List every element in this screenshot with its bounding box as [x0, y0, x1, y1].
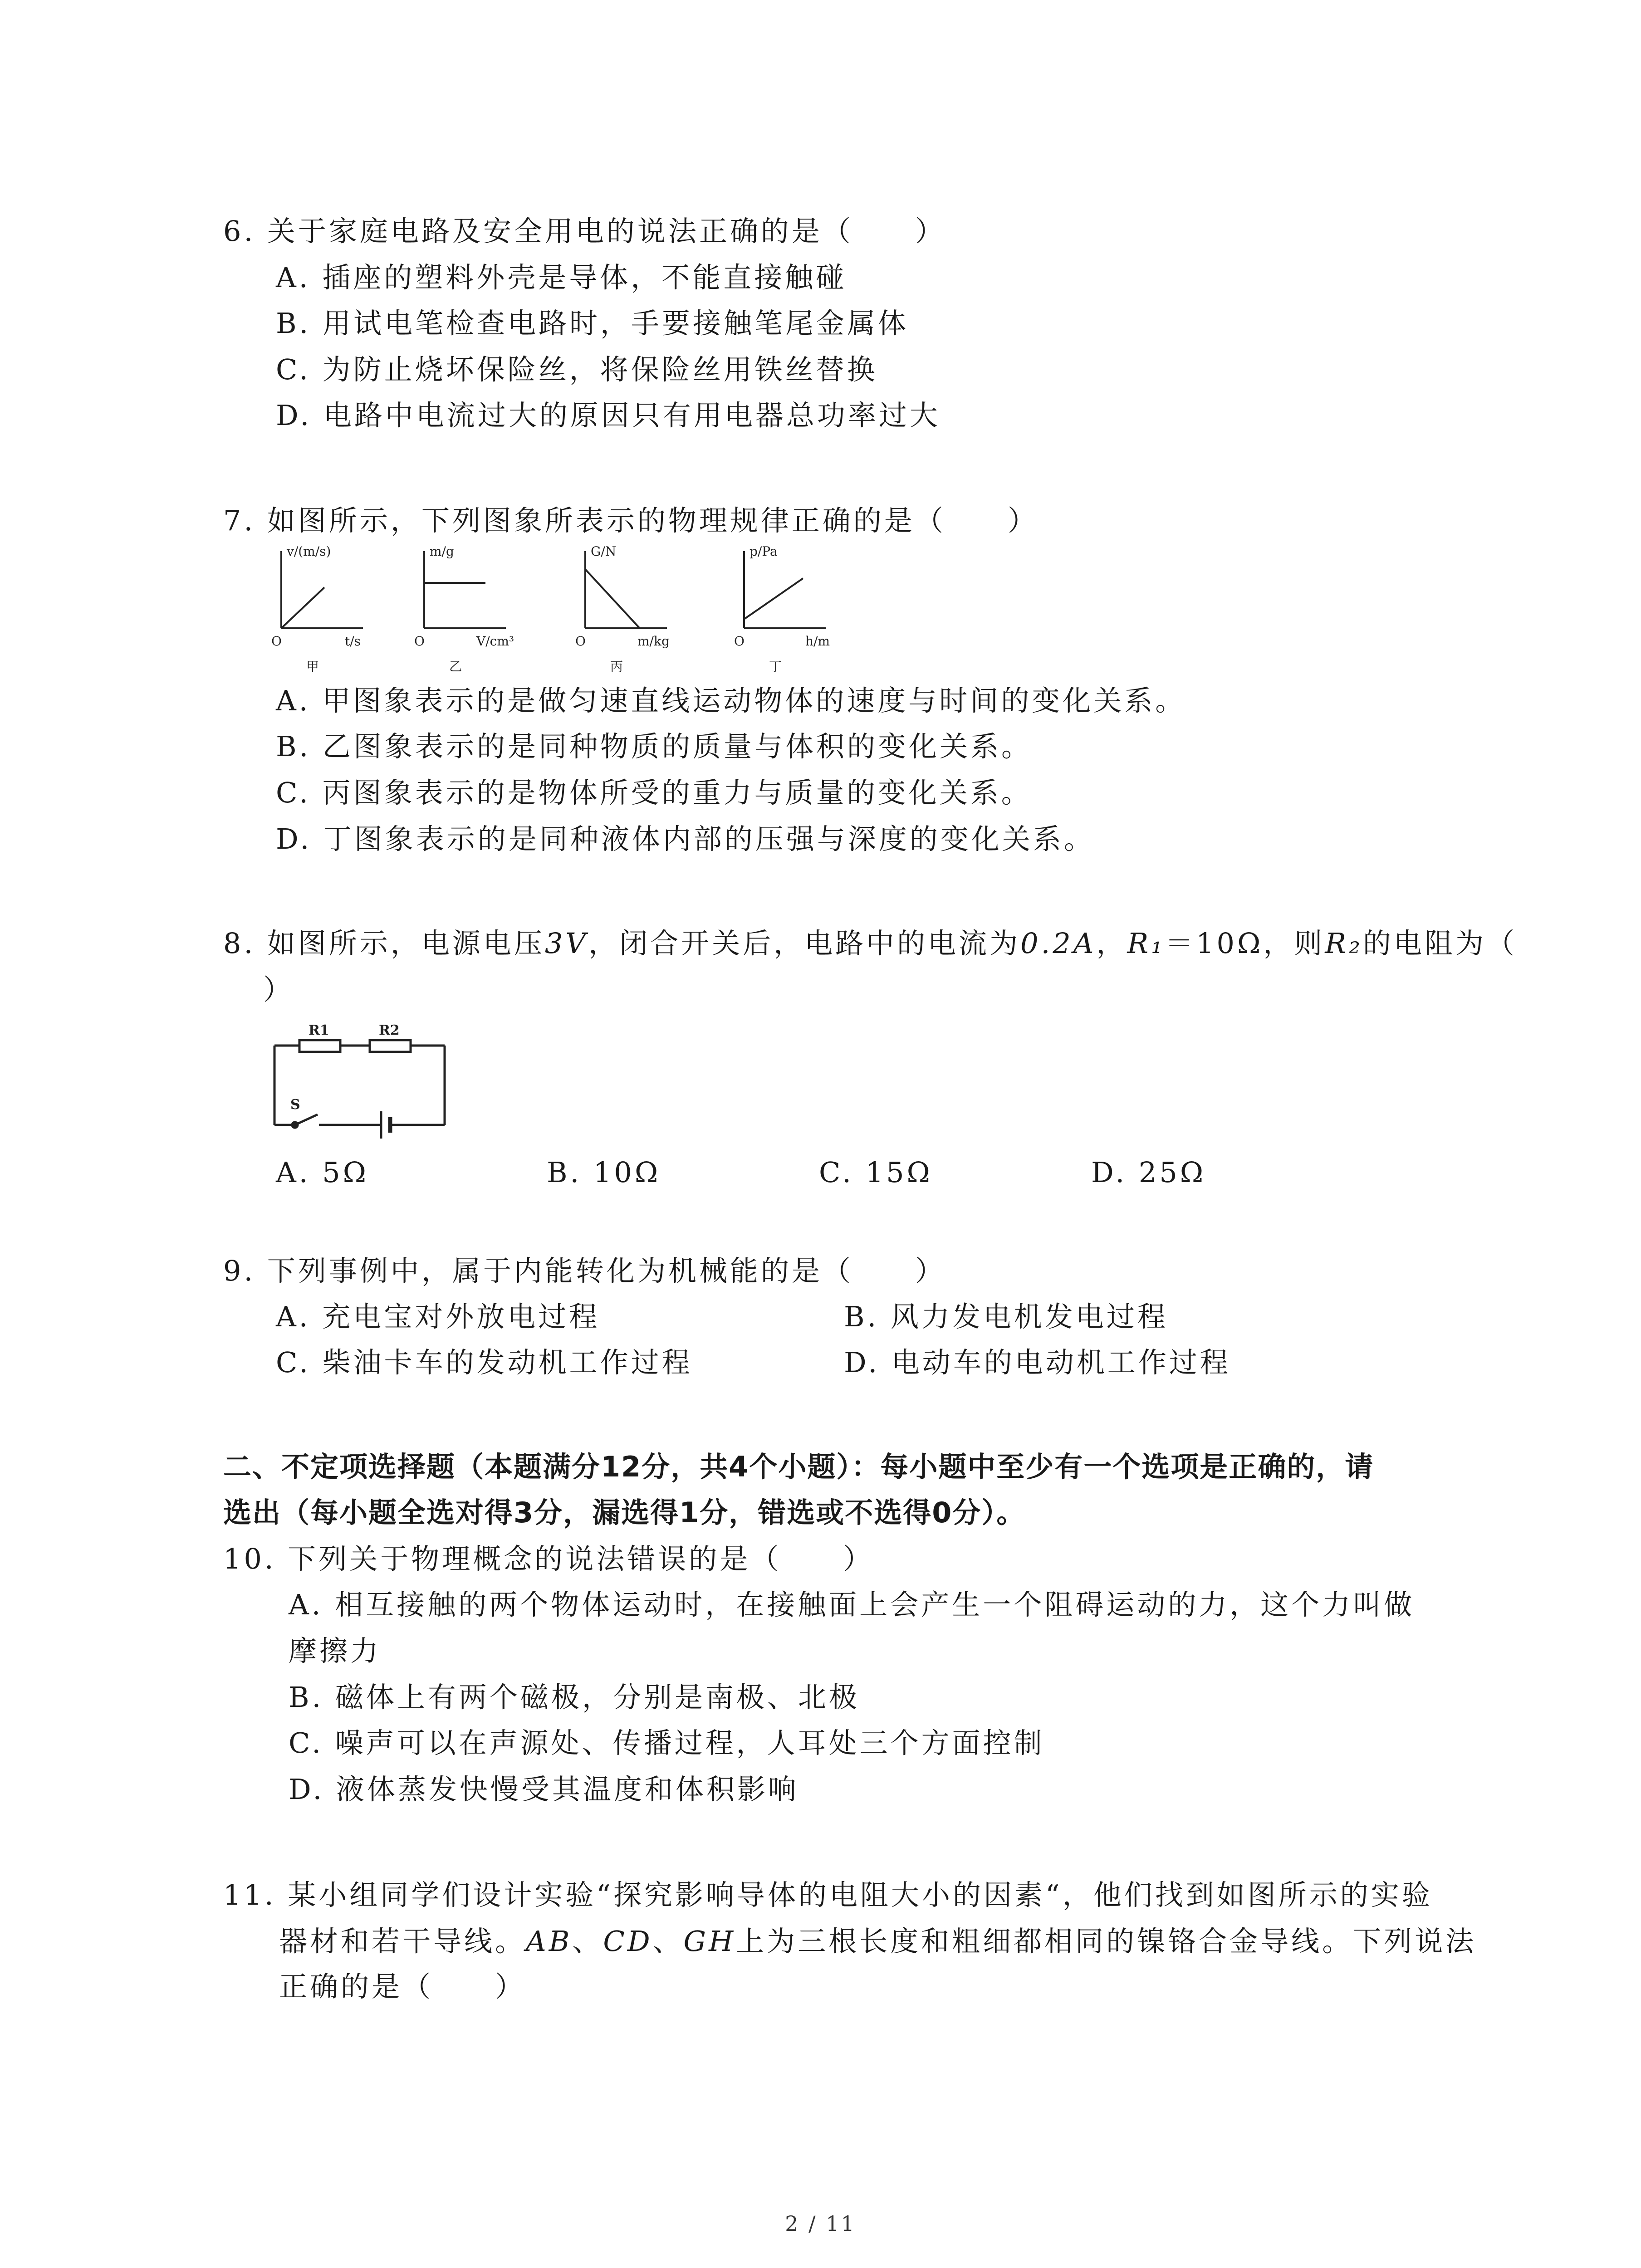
- q10-option-a-line1: A. 相互接触的两个物体运动时，在接触面上会产生一个阻碍运动的力，这个力叫做: [289, 1588, 1415, 1621]
- q11-sep2: 、: [652, 1925, 684, 1958]
- graph-yi-origin: O: [414, 634, 425, 649]
- graph-yi-caption: 乙: [449, 659, 462, 674]
- q11-line2-part-b: 上为三根长度和粗细都相同的镍铬合金导线。下列说法: [736, 1925, 1477, 1958]
- q6-option-c: C. 为防止烧坏保险丝，将保险丝用铁丝替换: [276, 353, 878, 386]
- q8-option-a: A. 5Ω: [276, 1156, 369, 1189]
- resistor-r2-symbol: [370, 1040, 411, 1052]
- q10-option-b: B. 磁体上有两个磁极，分别是南极、北极: [289, 1681, 860, 1714]
- q8-voltage: 3V: [544, 927, 589, 960]
- graph-yi-ylabel: m/g: [430, 544, 454, 559]
- q8-r1-value: ＝10Ω: [1165, 927, 1264, 960]
- q8-stem-part-c: ，: [1096, 927, 1127, 960]
- q8-stem-part-e: 的电阻为（: [1362, 927, 1517, 960]
- q10-stem: 10. 下列关于物理概念的说法错误的是（ ）: [223, 1542, 874, 1575]
- q9-option-b: B. 风力发电机发电过程: [844, 1300, 1168, 1333]
- q8-circuit-diagram: [265, 1018, 456, 1145]
- q6-option-d: D. 电路中电流过大的原因只有用电器总功率过大: [276, 399, 941, 432]
- q8-option-d: D. 25Ω: [1091, 1156, 1206, 1189]
- q9-option-c: C. 柴油卡车的发动机工作过程: [276, 1346, 693, 1379]
- graph-ding-caption: 丁: [769, 659, 782, 674]
- q11-line2: [279, 1923, 1476, 1960]
- graph-ding-ylabel: p/Pa: [749, 544, 778, 559]
- q9-option-a: A. 充电宝对外放电过程: [276, 1300, 600, 1333]
- resistor-r1-symbol: [299, 1040, 340, 1052]
- graph-yi-xlabel: V/cm³: [476, 634, 514, 649]
- q7-stem: 7. 如图所示，下列图象所表示的物理规律正确的是（ ）: [223, 504, 1038, 537]
- q8-r1: R₁: [1127, 927, 1166, 960]
- graph-jia-xlabel: t/s: [345, 634, 361, 649]
- q11-sep1: 、: [572, 1925, 603, 1958]
- q8-stem-part-d: ，则: [1263, 927, 1325, 960]
- graph-ding-origin: O: [734, 634, 745, 649]
- section2-heading-line2: 选出（每小题全选对得3分，漏选得1分，错选或不选得0分）。: [223, 1496, 1026, 1529]
- q9-stem: 9. 下列事例中，属于内能转化为机械能的是（ ）: [223, 1254, 946, 1287]
- wire-cd: CD: [603, 1925, 653, 1958]
- q10-option-c: C. 噪声可以在声源处、传播过程，人耳处三个方面控制: [289, 1726, 1045, 1760]
- graph-jia-caption: 甲: [306, 659, 319, 674]
- q8-stem-part-b: ，闭合开关后，电路中的电流为: [588, 927, 1021, 960]
- q11-line1: 11. 某小组同学们设计实验“探究影响导体的电阻大小的因素“，他们找到如图所示的实验: [223, 1878, 1433, 1911]
- r2-label: R2: [379, 1022, 400, 1038]
- graph-bing-caption: 丙: [610, 659, 623, 674]
- graph-jia-origin: O: [271, 634, 282, 649]
- switch-s-symbol: [295, 1114, 318, 1125]
- page-number: 2 / 11: [785, 2211, 856, 2236]
- graph-bing-ylabel: G/N: [591, 544, 617, 559]
- switch-label: S: [290, 1097, 300, 1113]
- wire-gh: GH: [683, 1925, 736, 1958]
- graph-bing-xlabel: m/kg: [637, 634, 670, 649]
- r1-label: R1: [309, 1022, 329, 1038]
- q7-option-c: C. 丙图象表示的是物体所受的重力与质量的变化关系。: [276, 776, 1032, 809]
- q8-option-b: B. 10Ω: [547, 1156, 661, 1189]
- q11-line3: 正确的是（ ）: [279, 1970, 526, 2003]
- wire-ab: AB: [526, 1925, 573, 1958]
- q7-option-a: A. 甲图象表示的是做匀速直线运动物体的速度与时间的变化关系。: [276, 684, 1186, 717]
- q9-option-d: D. 电动车的电动机工作过程: [844, 1346, 1231, 1379]
- q8-current: 0.2A: [1020, 927, 1097, 960]
- graph-bing-origin: O: [575, 634, 586, 649]
- q8-option-c: C. 15Ω: [819, 1156, 933, 1189]
- q10-option-a-line2: 摩擦力: [289, 1634, 382, 1667]
- q7-graphs-figure: [263, 542, 889, 678]
- q8-stem-part-a: 8. 如图所示，电源电压: [223, 927, 545, 960]
- section2-heading-line1: 二、不定项选择题（本题满分12分，共4个小题）：每小题中至少有一个选项是正确的，请: [223, 1450, 1374, 1483]
- q8-stem: [223, 925, 1517, 962]
- graph-jia-ylabel: v/(m/s): [287, 544, 331, 559]
- q6-option-a: A. 插座的塑料外壳是导体，不能直接触碰: [276, 261, 847, 294]
- q11-line2-part-a: 器材和若干导线。: [279, 1925, 526, 1958]
- graph-ding-xlabel: h/m: [805, 634, 830, 649]
- q8-stem-close: ）: [263, 973, 294, 1006]
- q6-option-b: B. 用试电笔检查电路时，手要接触笔尾金属体: [276, 307, 909, 340]
- q6-stem: 6. 关于家庭电路及安全用电的说法正确的是（ ）: [223, 215, 946, 248]
- q8-r2: R₂: [1325, 927, 1363, 960]
- q7-option-d: D. 丁图象表示的是同种液体内部的压强与深度的变化关系。: [276, 822, 1095, 855]
- q10-option-d: D. 液体蒸发快慢受其温度和体积影响: [289, 1773, 799, 1806]
- q7-option-b: B. 乙图象表示的是同种物质的质量与体积的变化关系。: [276, 730, 1032, 763]
